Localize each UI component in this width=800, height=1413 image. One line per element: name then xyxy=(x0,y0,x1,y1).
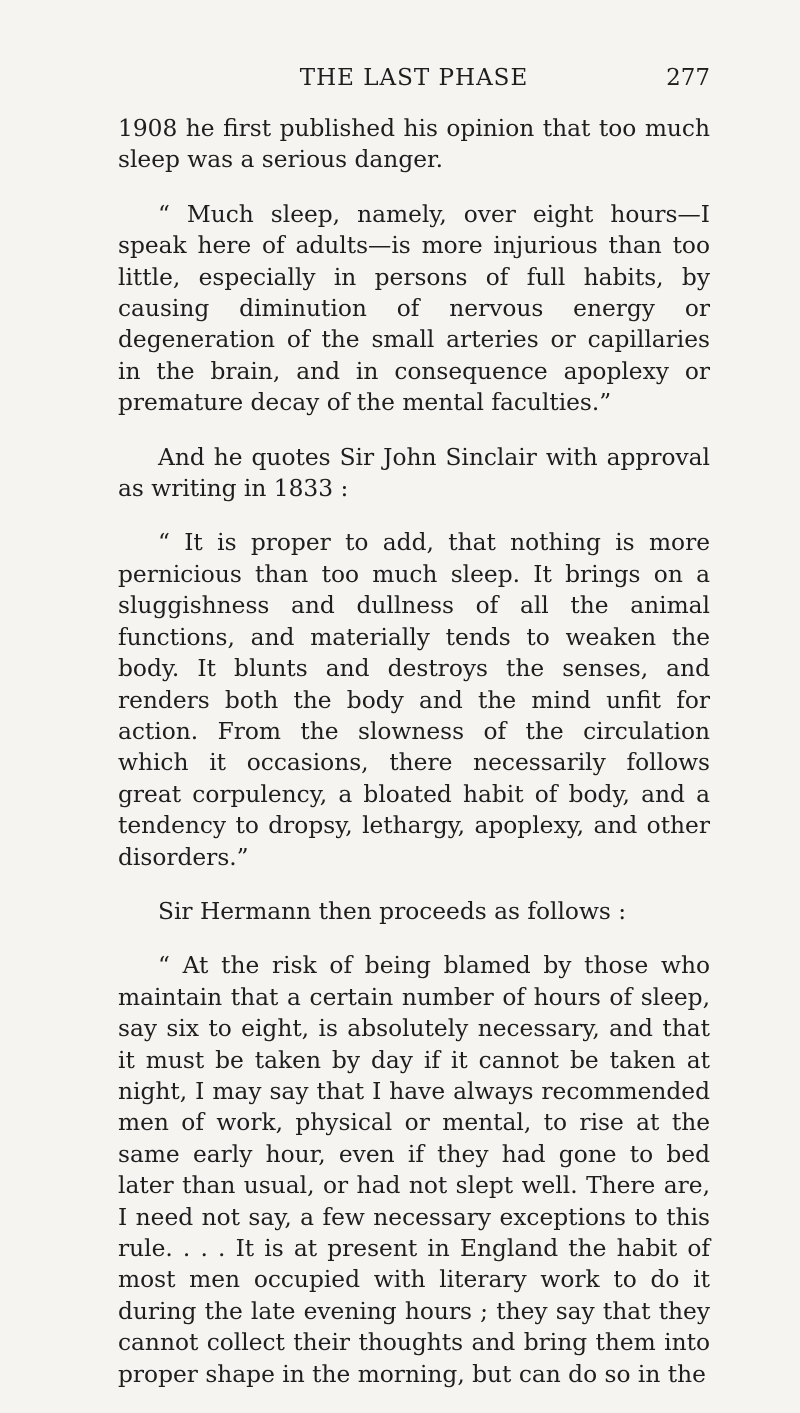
paragraph-continuation: 1908 he first published his opinion that too much sleep was a serious danger. xyxy=(118,115,710,174)
page-header xyxy=(118,60,710,96)
quote-paragraph: “ Much sleep, namely, over eight hours—I speak here of adults—is more injurious than too little, especially in persons of full habits, by causing diminution of nervous energy or degeneration of the small arteries or capillaries in the brain, and in consequence apoplexy or premature decay of the mental faculties.” xyxy=(118,200,710,417)
quote-paragraph: “ At the risk of being blamed by those who maintain that a certain number of hours of sleep, say six to eight, is absolutely necessary, and that it must be taken by day if it cannot be taken at night, I may say that I have always recommended men of work, physical or mental, to rise at the same early hour, even if they had gone to bed later than usual, or had not slept well. There are, I need not say, a few necessary exceptions to this rule. . . . It is at present in England the habit of most men occupied with literary work to do it during the late evening hours ; they say that they cannot collect their thoughts and bring them into proper shape in the morning, but can do so in the xyxy=(118,952,710,1388)
running-title: THE LAST PHASE xyxy=(299,65,529,91)
paragraph: Sir Hermann then proceeds as follows : xyxy=(158,897,627,925)
page-number: 277 xyxy=(666,65,710,91)
quote-paragraph: “ It is proper to add, that nothing is more pernicious than too much sleep. It brings on a sluggishness and dullness of all the animal functions, and materially tends to weaken the body. It blunts and destroys the senses, and renders both the body and the mind unfit for action. From the slowness of the circulation which it occasions, there necessarily follows great corpulency, a bloated habit of body, and a tendency to dropsy, lethargy, apoplexy, and other disorders.” xyxy=(118,529,710,871)
paragraph: And he quotes Sir John Sinclair with approval as writing in 1833 : xyxy=(118,443,710,503)
body-text xyxy=(118,113,710,1413)
